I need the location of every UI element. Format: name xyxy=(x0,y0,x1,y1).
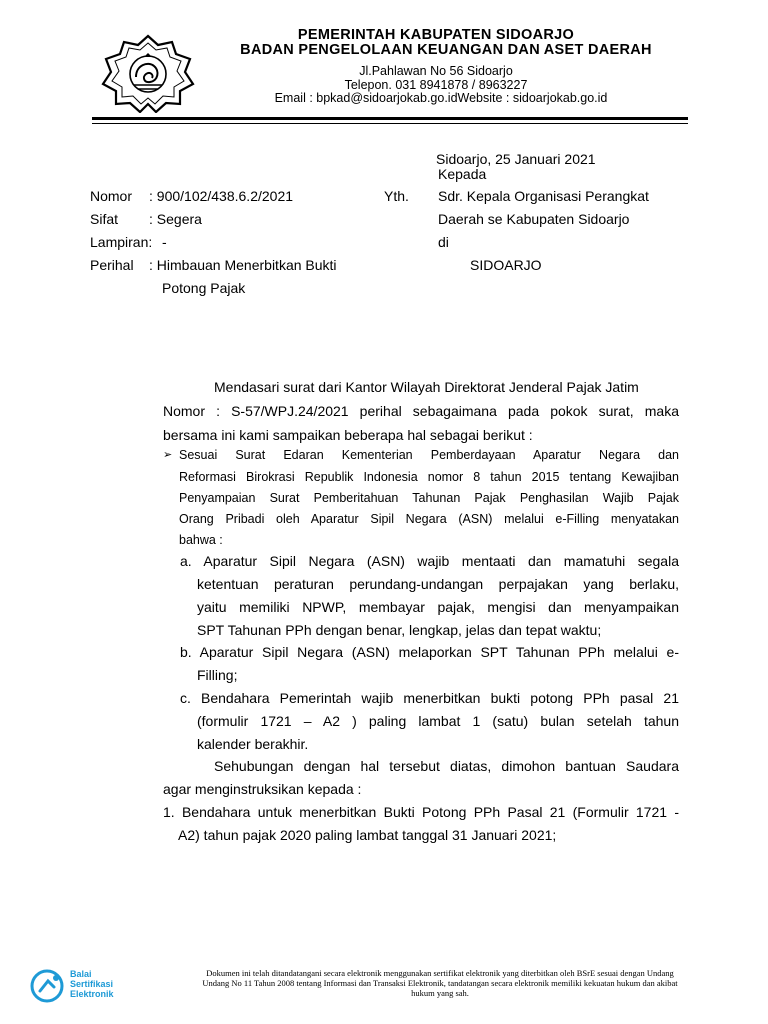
item-c-line3: kalender berakhir. xyxy=(197,736,309,752)
lampiran-value: - xyxy=(162,234,167,250)
footer-line2: Undang No 11 Tahun 2008 tentang Informasi dan Transaksi Elektronik, tandatangan secara elektronik memiliki kekuatan hukum dan akibat xyxy=(202,978,678,988)
numbered-item-1-line1: 1. Bendahara untuk menerbitkan Bukti Potong PPh Pasal 21 (Formulir 1721 - xyxy=(163,804,679,820)
recipient-line2: Daerah se Kabupaten Sidoarjo xyxy=(438,211,630,227)
bsre-logo xyxy=(30,965,140,1005)
item-a-line4: SPT Tahunan PPh dengan benar, lengkap, jelas dan tepat waktu; xyxy=(197,622,602,638)
recipient-city: SIDOARJO xyxy=(470,257,542,273)
recipient-di: di xyxy=(438,234,449,250)
letterhead-rule-thick xyxy=(92,117,688,120)
bullet-line4: Orang Pribadi oleh Aparatur Sipil Negara (ASN) melalui e-Filling menyatakan xyxy=(179,512,679,526)
letterhead-line2: BADAN PENGELOLAAN KEUANGAN DAN ASET DAERAH xyxy=(240,42,652,58)
perihal-value-line1: : Himbauan Menerbitkan Bukti xyxy=(149,257,337,273)
paragraph-1-line2: Nomor : S-57/WPJ.24/2021 perihal sebagaimana pada pokok surat, maka xyxy=(163,403,679,419)
bsre-logo-line3: Elektronik xyxy=(70,989,114,999)
letterhead-address: Jl.Pahlawan No 56 Sidoarjo xyxy=(359,64,513,78)
footer-line3: hukum yang sah. xyxy=(411,988,469,998)
perihal-value-line2: Potong Pajak xyxy=(162,280,246,296)
date-place: Sidoarjo, 25 Januari 2021 xyxy=(436,151,596,167)
item-c-line1: c. Bendahara Pemerintah wajib menerbitkan bukti potong PPh pasal 21 xyxy=(180,690,679,706)
paragraph-2-line1: Sehubungan dengan hal tersebut diatas, dimohon bantuan Saudara xyxy=(214,758,679,774)
footer-line1: Dokumen ini telah ditandatangani secara elektronik menggunakan sertifikat elektronik yang diterbitkan oleh BSrE sesuai dengan Undang xyxy=(206,968,674,978)
bsre-logo-line1: Balai xyxy=(70,969,92,979)
letterhead-phone: Telepon. 031 8941878 / 8963227 xyxy=(344,78,528,92)
sifat-label: Sifat xyxy=(90,211,119,227)
bullet-marker: ➢ xyxy=(163,449,173,461)
item-b-line1: b. Aparatur Sipil Negara (ASN) melaporkan SPT Tahunan PPh melalui e- xyxy=(180,644,679,660)
kepada-label: Kepada xyxy=(438,166,487,182)
item-b-line2: Filling; xyxy=(197,667,238,683)
bullet-line2: Reformasi Birokrasi Republik Indonesia nomor 8 tahun 2015 tentang Kewajiban xyxy=(179,470,679,484)
item-a-line2: ketentuan peraturan perundang-undangan perpajakan yang berlaku, xyxy=(197,576,679,592)
paragraph-1-line1: Mendasari surat dari Kantor Wilayah Direktorat Jenderal Pajak Jatim xyxy=(214,379,639,395)
yth-label: Yth. xyxy=(384,188,409,204)
paragraph-2-line2: agar menginstruksikan kepada : xyxy=(163,781,362,797)
item-c-line2: (formulir 1721 – A2 ) paling lambat 1 (satu) bulan setelah tahun xyxy=(197,713,679,729)
item-a-line1: a. Aparatur Sipil Negara (ASN) wajib mentaati dan mamatuhi segala xyxy=(180,553,679,569)
nomor-value: : 900/102/438.6.2/2021 xyxy=(149,188,294,204)
perihal-label: Perihal xyxy=(90,257,134,273)
regency-emblem xyxy=(100,33,196,113)
bsre-logo-icon xyxy=(30,969,66,1003)
letterhead-rule-thin xyxy=(92,123,688,124)
nomor-label: Nomor xyxy=(90,188,133,204)
recipient-line1: Sdr. Kepala Organisasi Perangkat xyxy=(438,188,649,204)
bullet-line5: bahwa : xyxy=(179,533,223,547)
bullet-line3: Penyampaian Surat Pemberitahuan Tahunan Pajak Penghasilan Wajib Pajak xyxy=(179,491,679,505)
paragraph-1-line3: bersama ini kami sampaikan beberapa hal sebagai berikut : xyxy=(163,427,533,443)
item-a-line3: yaitu memiliki NPWP, membayar pajak, mengisi dan menyampaikan xyxy=(197,599,679,615)
letterhead-line1: PEMERINTAH KABUPATEN SIDOARJO xyxy=(297,27,575,43)
letterhead-contact: Email : bpkad@sidoarjokab.go.idWebsite : sidoarjokab.go.id xyxy=(274,91,608,105)
numbered-item-1-line2: A2) tahun pajak 2020 paling lambat tanggal 31 Januari 2021; xyxy=(178,827,557,843)
bullet-line1: Sesuai Surat Edaran Kementerian Pemberdayaan Aparatur Negara dan xyxy=(179,448,679,462)
sifat-value: : Segera xyxy=(149,211,202,227)
bsre-logo-line2: Sertifikasi xyxy=(70,979,114,989)
lampiran-label: Lampiran: xyxy=(90,234,153,250)
